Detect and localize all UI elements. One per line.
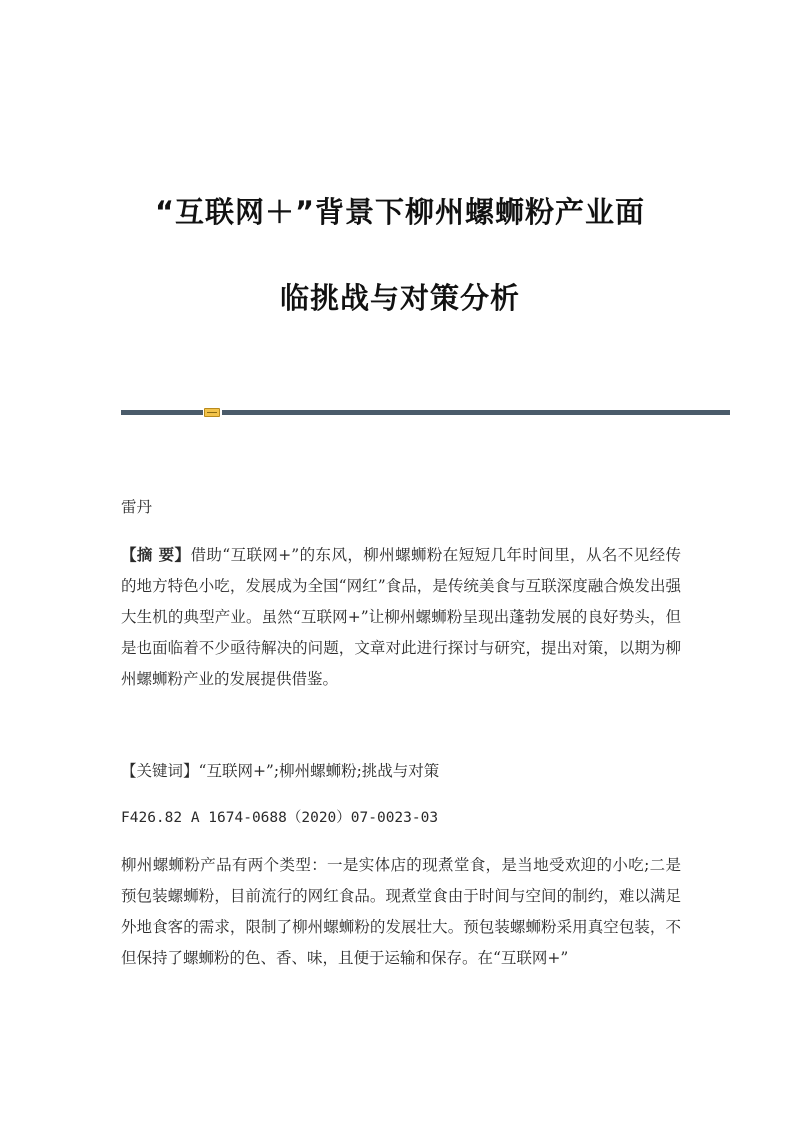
keywords — [121, 756, 681, 787]
paper-title-line-1: “互联网＋”背景下柳州螺蛳粉产业面 — [154, 195, 646, 229]
classification-code: F426.82 A 1674-0688（2020）07-0023-03 — [121, 810, 439, 826]
keywords-text: “互联网+”;柳州螺蛳粉;挑战与对策 — [198, 762, 440, 780]
abstract — [121, 539, 681, 695]
abstract-text: 借助“互联网+”的东风，柳州螺蛳粉在短短几年时间里，从名不见经传的地方特色小吃，发展成为全国“网红”食品，是传统美食与互联深度融合焕发出强大生机的典型产业。虽然“互联网+”让柳州螺蛳粉呈现出蓬勃发展的良好势头，但是也面临着不少亟待解决的问题，文章对此进行探讨与研究，提出对策，以期为柳州螺蛳粉产业的发展提供借鉴。 — [121, 546, 681, 688]
keywords-label: 【关键词】 — [121, 762, 199, 780]
divider-bar-right — [222, 410, 730, 415]
author-name: 雷丹 — [121, 498, 153, 516]
divider-bar-left — [121, 410, 203, 415]
body-paragraph: 柳州螺蛳粉产品有两个类型：一是实体店的现煮堂食，是当地受欢迎的小吃;二是预包装螺蛳粉，目前流行的网红食品。现煮堂食由于时间与空间的制约，难以满足外地食客的需求，限制了柳州螺蛳粉的发展壮大。预包装螺蛳粉采用真空包装，不但保持了螺蛳粉的色、香、味，且便于运输和保存。在“互联网+” — [121, 856, 681, 967]
folder-icon — [204, 408, 220, 417]
paper-title-line-2: 临挑战与对策分析 — [279, 281, 520, 315]
title-divider — [121, 408, 730, 416]
abstract-label: 【摘 要】 — [121, 545, 191, 564]
